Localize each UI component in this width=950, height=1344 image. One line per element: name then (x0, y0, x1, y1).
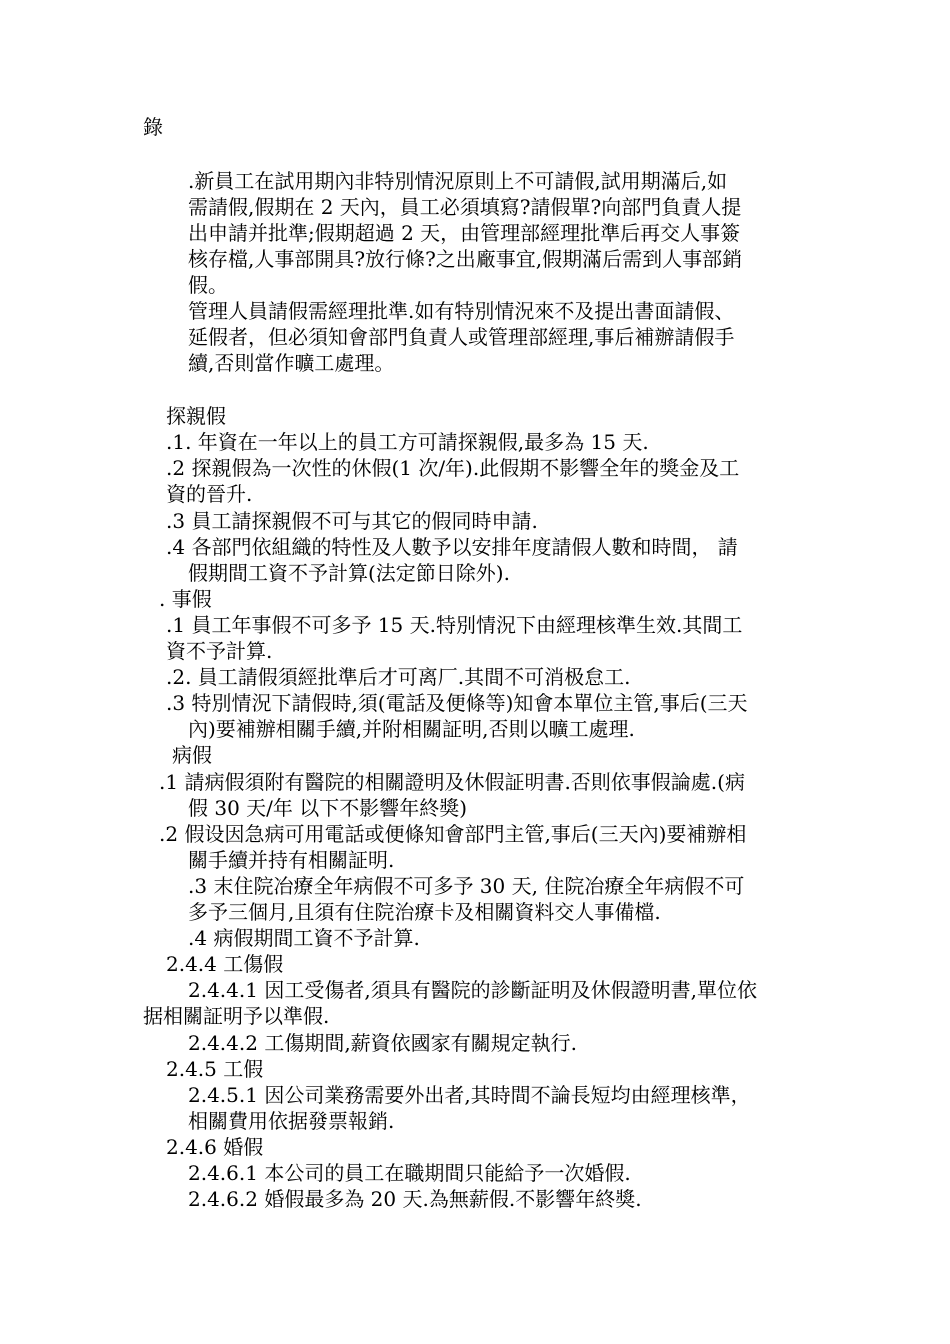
list-item-continuation: 資的晉升. (166, 482, 253, 506)
section-heading: 2.4.6 婚假 (166, 1135, 264, 1159)
list-item: .3 特別情況下請假時,須(電話及便條等)知會本單位主管,事后(三天 (166, 691, 748, 715)
list-item: 2.4.4.1 因工受傷者,須具有醫院的診斷証明及休假證明書,單位依 (188, 978, 758, 1002)
list-item: 2.4.6.1 本公司的員工在職期間只能給予一次婚假. (188, 1161, 631, 1185)
paragraph-line: 管理人員請假需經理批準.如有特別情況來不及提出書面請假、 (188, 299, 735, 323)
list-item: .1. 年資在一年以上的員工方可請探親假,最多為 15 天. (166, 430, 649, 454)
list-item-continuation: 關手續并持有相關証明. (188, 848, 395, 872)
list-item-continuation: 相關費用依据發票報銷. (188, 1109, 395, 1133)
paragraph-line: 假。 (188, 273, 228, 297)
list-item: .1 請病假須附有醫院的相關證明及休假証明書.否則依事假論處.(病 (159, 770, 745, 794)
list-item: .2. 員工請假須經批準后才可离厂.其間不可消极怠工. (166, 665, 631, 689)
list-item-continuation: 据相關証明予以準假. (143, 1004, 330, 1028)
paragraph-line: 核存檔,人事部開具?放行條?之出廠事宜,假期滿后需到人事部銷 (188, 247, 743, 271)
paragraph-line: 延假者，但必須知會部門負責人或管理部經理,事后補辦請假手 (188, 325, 735, 349)
list-item: .4 各部門依組織的特性及人數予以安排年度請假人數和時間， 請 (166, 535, 738, 559)
list-item: .1 員工年事假不可多予 15 天.特別情況下由經理核準生效.其間工 (166, 613, 743, 637)
section-heading: 2.4.4 工傷假 (166, 952, 284, 976)
list-item: .2 假设因急病可用電話或便條知會部門主管,事后(三天內)要補辦相 (159, 822, 747, 846)
page-heading: 錄 (143, 115, 163, 139)
list-item: .3 員工請探親假不可与其它的假同時申請. (166, 509, 538, 533)
list-item: .4 病假期間工資不予計算. (188, 926, 420, 950)
section-heading: 探親假 (166, 404, 226, 428)
list-item-continuation: 內)要補辦相關手續,并附相關証明,否則以曠工處理. (188, 717, 635, 741)
paragraph-line: 出申請并批準;假期超過 2 天，由管理部經理批準后再交人事簽 (188, 221, 741, 245)
list-item-continuation: 假 30 天/年 以下不影響年終獎) (188, 796, 468, 820)
paragraph-line: 續,否則當作曠工處理。 (188, 351, 395, 375)
section-heading: 病假 (172, 743, 212, 767)
list-item: 2.4.5.1 因公司業務需要外出者,其時間不論長短均由經理核準， (188, 1083, 751, 1107)
section-heading: 2.4.5 工假 (166, 1057, 264, 1081)
paragraph-line: 需請假,假期在 2 天內，員工必須填寫?請假單?向部門負責人提 (188, 195, 742, 219)
list-item: 2.4.6.2 婚假最多為 20 天.為無薪假.不影響年終獎. (188, 1187, 642, 1211)
list-item: 2.4.4.2 工傷期間,薪資依國家有關規定執行. (188, 1031, 578, 1055)
list-item: .2 探親假為一次性的休假(1 次/年).此假期不影響全年的獎金及工 (166, 456, 740, 480)
paragraph-line: .新員工在試用期內非特別情況原則上不可請假,試用期滿后,如 (188, 169, 728, 193)
list-item-continuation: 資不予計算. (166, 639, 273, 663)
list-item-continuation: 多予三個月,且須有住院治療卡及相關資料交人事備檔. (188, 900, 661, 924)
list-item-continuation: 假期間工資不予計算(法定節日除外). (188, 561, 510, 585)
list-item: .3 末住院冶療全年病假不可多予 30 天, 住院冶療全年病假不可 (188, 874, 745, 898)
section-heading: . 事假 (159, 587, 212, 611)
